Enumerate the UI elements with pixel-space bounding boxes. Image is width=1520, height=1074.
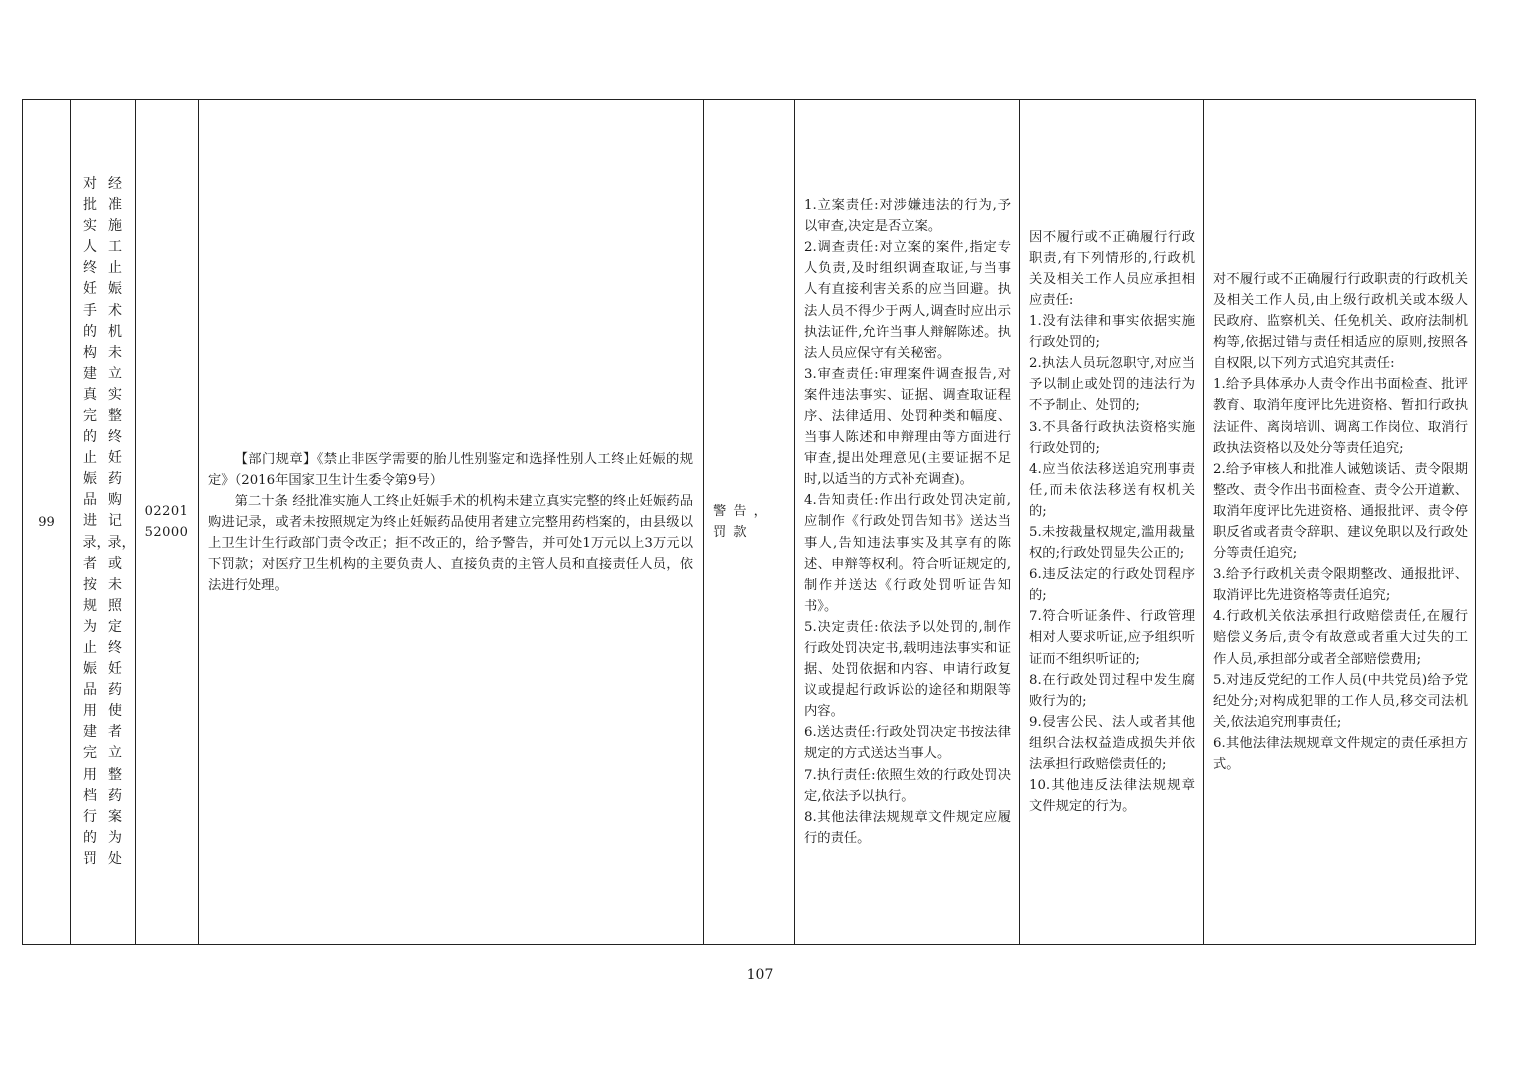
responsibility-item: 5.决定责任:依法予以处罚的,制作行政处罚决定书,载明违法事实和证据、处罚依据和内容、申请行政复议或提起行政诉讼的途径和期限等内容。	[804, 619, 1011, 720]
method-item: 对不履行或不正确履行行政职责的行政机关及相关工作人员,由上级行政机关或本级人民政府、监察机关、任免机关、政府法制机构等,依据过错与责任相适应的原则,按照各自权限,以下列方式追究其责任:	[1213, 271, 1468, 372]
accountability-item: 1.没有法律和事实依据实施行政处罚的;	[1029, 314, 1195, 351]
accountability-item: 因不履行或不正确履行行政职责,有下列情形的,行政机关及相关工作人员应承担相应责任:	[1029, 229, 1195, 308]
responsibility-item: 3.审查责任:审理案件调查报告,对案件违法事实、证据、调查取证程序、法律适用、处罚种类和幅度、当事人陈述和申辩理由等方面进行审查,提出处理意见(主要证据不足时,以适当的方式补充调查)。	[804, 366, 1011, 488]
record-table	[22, 99, 1476, 945]
method-item: 1.给予具体承办人责令作出书面检查、批评教育、取消年度评比先进资格、暂扣行政执法证件、离岗培训、调离工作岗位、取消行政执法资格以及处分等责任追究;	[1213, 377, 1468, 456]
accountability-item: 7.符合听证条件、行政管理相对人要求听证,应予组织听证而不组织听证的;	[1029, 609, 1195, 667]
row-number-cell	[23, 100, 70, 944]
accountability-cell	[1019, 100, 1203, 944]
responsibility-item: 7.执行责任:依照生效的行政处罚决定,依法予以执行。	[804, 767, 1011, 804]
penalty-type-cell	[703, 100, 794, 944]
responsibility-item: 2.调查责任:对立案的案件,指定专人负责,及时组织调查取证,与当事人有直接利害关系的应当回避。执法人员不得少于两人,调查时应出示执法证件,允许当事人辩解陈述。执法人员应保守有关秘密。	[804, 240, 1011, 361]
method-item: 2.给予审核人和批准人诫勉谈话、责令限期整改、责令作出书面检查、责令公开道歉、取消年度评比先进资格、通报批评、责令停职反省或者责令辞职、建议免职以及行政处分等责任追究;	[1213, 461, 1468, 562]
responsibility-item: 8.其他法律法规规章文件规定应履行的责任。	[804, 809, 1011, 846]
responsibilities-cell	[794, 100, 1019, 944]
method-item: 3.给予行政机关责令限期整改、通报批评、取消评比先进资格等责任追究;	[1213, 567, 1468, 604]
page-number: 107	[746, 967, 774, 983]
accountability-methods-cell	[1203, 100, 1476, 944]
method-item: 6.其他法律法规规章文件规定的责任承担方式。	[1213, 735, 1468, 773]
method-item: 5.对违反党纪的工作人员(中共党员)给予党纪处分;对构成犯罪的工作人员,移交司法机关,依法追究刑事责任;	[1213, 672, 1468, 730]
accountability-item: 6.违反法定的行政处罚程序的;	[1029, 567, 1195, 604]
responsibility-item: 1.立案责任:对涉嫌违法的行为,予以审查,决定是否立案。	[804, 198, 1011, 235]
accountability-item: 10.其他违反法律法规规章文件规定的行为。	[1029, 778, 1195, 815]
accountability-item: 8.在行政处罚过程中发生腐败行为的;	[1029, 672, 1195, 709]
item-code-line: 52000	[144, 525, 189, 540]
item-name-cell	[70, 100, 135, 944]
accountability-item: 4.应当依法移送追究刑事责任,而未依法移送有权机关的;	[1029, 461, 1195, 519]
item-name-column-right: 经准施工止娠术机未立实整终妊药购记录，或未照定终妊药使者立整药案为处	[107, 175, 136, 867]
legal-basis-article: 第二十条 经批准实施人工终止妊娠手术的机构未建立真实完整的终止妊娠药品购进记录，或者未按照规定为终止妊娠药品使用者建立完整用药档案的，由县级以上卫生计生行政部门责令改正；拒不改正的，给予警告，并可处1万元以上3万元以下罚款；对医疗卫生机构的主要负责人、直接负责的主管人员和直接责任人员，依法进行处理。	[208, 493, 693, 593]
accountability-item: 3.不具备行政执法资格实施行政处罚的;	[1029, 419, 1195, 456]
responsibility-item: 4.告知责任:作出行政处罚决定前,应制作《行政处罚告知书》送达当事人,告知违法事实及其享有的陈述、申辩等权利。符合听证规定的,制作并送达《行政处罚听证告知书》。	[804, 493, 1011, 614]
penalty-type: 警告，罚款	[713, 504, 774, 540]
method-item: 4.行政机关依法承担行政赔偿责任,在履行赔偿义务后,责令有故意或者重大过失的工作人员,承担部分或者全部赔偿费用;	[1213, 609, 1468, 667]
responsibility-item: 6.送达责任:行政处罚决定书按法律规定的方式送达当事人。	[804, 725, 1011, 762]
row-number: 99	[38, 514, 55, 530]
item-code-cell	[135, 100, 198, 944]
legal-basis-cell	[198, 100, 703, 944]
accountability-item: 2.执法人员玩忽职守,对应当予以制止或处罚的违法行为不予制止、处罚的;	[1029, 356, 1195, 414]
accountability-item: 5.未按裁量权规定,滥用裁量权的;行政处罚显失公正的;	[1029, 525, 1195, 562]
item-code-line: 02201	[144, 504, 189, 519]
accountability-item: 9.侵害公民、法人或者其他组织合法权益造成损失并依法承担行政赔偿责任的;	[1029, 714, 1195, 773]
item-name-column-left: 对批实人终妊手的构建真完的止娠品进录，者按规为止娠品用建完用档行的罚	[82, 175, 111, 867]
legal-basis-title: 【部门规章】《禁止非医学需要的胎儿性别鉴定和选择性别人工终止妊娠的规定》（2016年国家卫生计生委令第9号）	[208, 451, 693, 488]
